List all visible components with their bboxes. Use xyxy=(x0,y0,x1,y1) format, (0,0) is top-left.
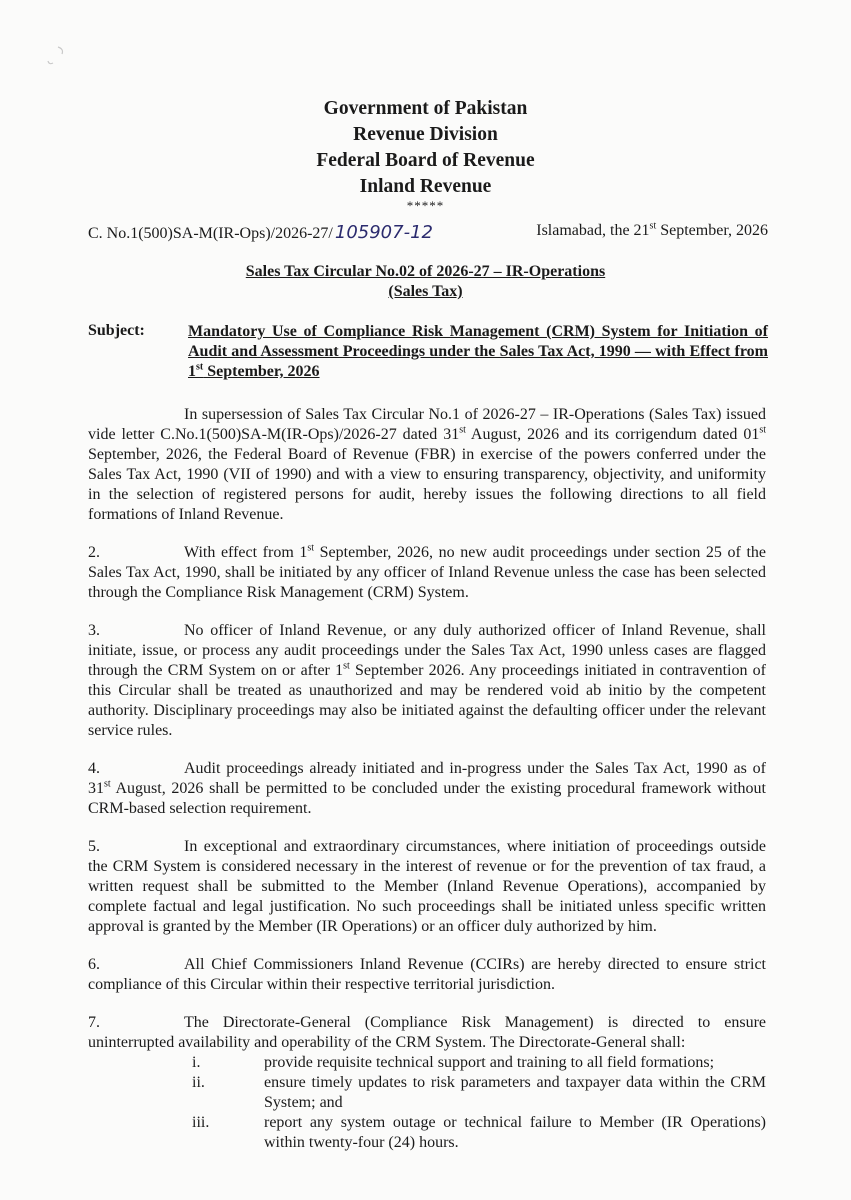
list-item xyxy=(88,1113,766,1153)
list-item-numeral: iii. xyxy=(192,1114,210,1131)
circular-title xyxy=(0,262,851,302)
paragraph-6-number: 6. xyxy=(88,956,100,973)
reference-number-text: C. No.1(500)SA-M(IR-Ops)/2026-27/ xyxy=(88,225,333,242)
paragraph-7-number: 7. xyxy=(88,1014,100,1031)
directorate-duties-list xyxy=(88,1053,766,1153)
letterhead xyxy=(0,96,851,212)
place-date xyxy=(536,222,768,240)
paragraph-5 xyxy=(88,837,766,937)
intro-text-c: September, 2026, the Federal Board of Revenue (FBR) in exercise of the powers conferred under the Sales Tax Act, 1990 (VII of 1990) and with a view to ensuring transparency, objectivity, and uniformity in the selection of registered persons for audit, hereby issues the following directions to all field formations of Inland Revenue. xyxy=(88,446,766,523)
paragraph-2-number: 2. xyxy=(88,544,100,561)
circular-body xyxy=(88,405,766,1153)
intro-sup-2: st xyxy=(759,424,766,436)
paragraph-2 xyxy=(88,543,766,603)
subject-text xyxy=(188,322,768,382)
handwritten-number: 105907-12 xyxy=(334,222,433,243)
p3-text-b: September 2026. Any proceedings initiated in contravention of this Circular shall be treated as unauthorized and may be rendered void ab initio by the competent authority. Disciplinary proceedings may also be initiated against the defaulting officer under the relevant service rules. xyxy=(88,662,766,739)
list-item xyxy=(88,1053,766,1073)
header-stars: ***** xyxy=(406,198,445,213)
subject-text-b: September, 2026 xyxy=(203,363,320,380)
p6-text: All Chief Commissioners Inland Revenue (CCIRs) are hereby directed to ensure strict compliance of this Circular within their respective territorial jurisdiction. xyxy=(88,956,766,993)
list-item-numeral: ii. xyxy=(192,1074,205,1091)
paragraph-3 xyxy=(88,621,766,741)
p3-sup: st xyxy=(343,660,350,672)
list-item-text: provide requisite technical support and training to all field formations; xyxy=(264,1054,715,1071)
circular-title-line1: Sales Tax Circular No.02 of 2026-27 – IR-Operations xyxy=(245,263,606,280)
paragraph-7 xyxy=(88,1013,766,1053)
header-line-1: Government of Pakistan xyxy=(323,98,528,119)
intro-text-a: In supersession of Sales Tax Circular No.1 of 2026-27 – IR-Operations (Sales Tax) issued vide letter C.No.1(500)SA-M(IR-Ops)/2026-27 dated 31 xyxy=(88,406,766,443)
list-item-text: report any system outage or technical failure to Member (IR Operations) within twenty-four (24) hours. xyxy=(264,1114,766,1151)
subject-label: Subject: xyxy=(88,322,145,339)
place-date-prefix: Islamabad, the 21 xyxy=(536,222,650,239)
list-item-text: ensure timely updates to risk parameters and taxpayer data within the CRM System; and xyxy=(264,1074,766,1111)
reference-number xyxy=(88,222,433,243)
p4-sup: st xyxy=(104,778,111,790)
paragraph-3-number: 3. xyxy=(88,622,100,639)
intro-text-b: August, 2026 and its corrigendum dated 01 xyxy=(465,426,760,443)
subject-sup: st xyxy=(196,361,204,373)
p2-text-a: With effect from 1 xyxy=(184,544,308,561)
p4-text-b: August, 2026 shall be permitted to be concluded under the existing procedural framework without CRM-based selection requirement. xyxy=(88,780,766,817)
header-line-4: Inland Revenue xyxy=(359,176,492,197)
paragraph-intro xyxy=(88,405,766,525)
header-line-3: Federal Board of Revenue xyxy=(316,150,535,171)
p7-text: The Directorate-General (Compliance Risk Management) is directed to ensure uninterrupted availability and operability of the CRM System. The Directorate-General shall: xyxy=(88,1014,766,1051)
place-date-sup: st xyxy=(649,220,657,232)
place-date-suffix: September, 2026 xyxy=(656,222,768,239)
paragraph-6 xyxy=(88,955,766,995)
list-item-numeral: i. xyxy=(192,1054,201,1071)
paragraph-4 xyxy=(88,759,766,819)
faint-pen-mark-icon xyxy=(44,44,70,68)
p2-text-b: September, 2026, no new audit proceedings under section 25 of the Sales Tax Act, 1990, shall be initiated by any officer of Inland Revenue unless the case has been selected through the Compliance Risk Management (CRM) System. xyxy=(88,544,766,601)
intro-sup-1: st xyxy=(459,424,466,436)
p5-text: In exceptional and extraordinary circumstances, where initiation of proceedings outside the CRM System is considered necessary in the interest of revenue or for the prevention of tax fraud, a written request shall be submitted to the Member (Inland Revenue Operations), accompanied by complete factual and legal justification. No such proceedings shall be initiated unless specific written approval is granted by the Member (IR Operations) or an officer duly authorized by him. xyxy=(88,838,766,935)
list-item xyxy=(88,1073,766,1113)
header-line-2: Revenue Division xyxy=(353,124,498,145)
subject-text-a: Mandatory Use of Compliance Risk Management (CRM) System for Initiation of Audit and Assessment Proceedings under the Sales Tax Act, 1990 — with Effect from 1 xyxy=(188,323,768,380)
p4-text-a: Audit proceedings already initiated and in-progress under the Sales Tax Act, 1990 as of 31 xyxy=(88,760,766,797)
paragraph-4-number: 4. xyxy=(88,760,100,777)
p2-sup: st xyxy=(307,542,315,554)
p3-text-a: No officer of Inland Revenue, or any duly authorized officer of Inland Revenue, shall initiate, issue, or process any audit proceedings under the Sales Tax Act, 1990 unless cases are flagged through the CRM System on or after 1 xyxy=(88,622,766,679)
circular-title-line2: (Sales Tax) xyxy=(388,283,463,300)
paragraph-5-number: 5. xyxy=(88,838,100,855)
